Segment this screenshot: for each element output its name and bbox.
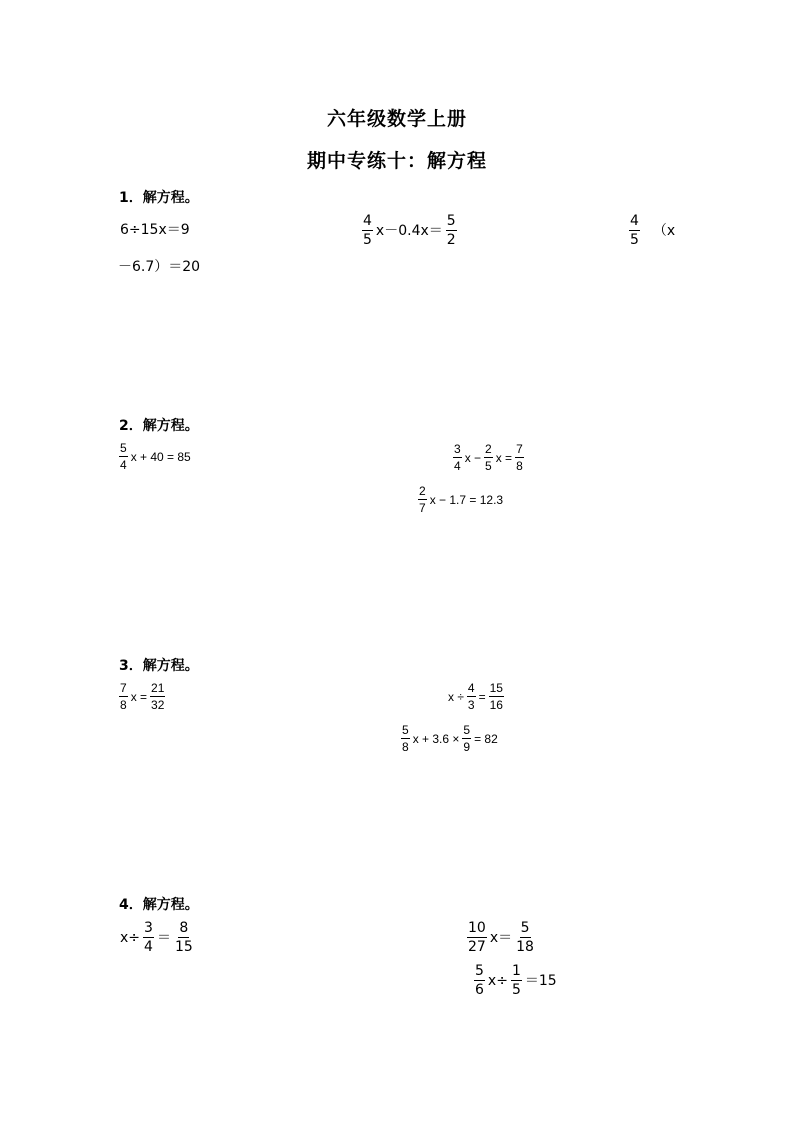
equation-text: x ÷ bbox=[448, 689, 464, 704]
section-1-equation-3-continued bbox=[117, 260, 201, 274]
fraction bbox=[484, 443, 493, 472]
numerator: 4 bbox=[630, 213, 639, 229]
fraction bbox=[467, 682, 476, 711]
denominator: 7 bbox=[419, 501, 426, 515]
fraction bbox=[119, 682, 128, 711]
section-3-equation-1 bbox=[117, 682, 167, 711]
numerator: 4 bbox=[363, 213, 372, 229]
numerator: 7 bbox=[516, 442, 523, 456]
numerator: 5 bbox=[446, 213, 456, 229]
section-2-heading: 2．解方程。 bbox=[119, 418, 199, 434]
denominator: 5 bbox=[630, 232, 639, 248]
numerator: 7 bbox=[120, 681, 127, 695]
denominator: 18 bbox=[516, 939, 534, 955]
fraction bbox=[150, 682, 165, 711]
denominator: 5 bbox=[485, 459, 492, 473]
equation-text: －6.7）＝20 bbox=[118, 259, 201, 275]
numerator: 10 bbox=[468, 920, 486, 936]
denominator: 6 bbox=[475, 982, 484, 998]
section-1-equation-1 bbox=[119, 223, 191, 237]
equation-text: 6÷15x＝9 bbox=[120, 222, 190, 238]
fraction bbox=[515, 921, 535, 954]
numerator: 1 bbox=[511, 963, 521, 979]
denominator: 4 bbox=[120, 458, 127, 472]
section-1-equation-2 bbox=[360, 214, 459, 247]
equation-text: x + 3.6 × bbox=[412, 731, 460, 746]
equation-text: x÷ bbox=[487, 972, 508, 989]
numerator: 3 bbox=[144, 920, 153, 936]
fraction bbox=[174, 921, 194, 954]
denominator: 32 bbox=[151, 698, 165, 712]
equation-text: x－0.4x＝ bbox=[375, 222, 443, 239]
denominator: 5 bbox=[363, 232, 372, 248]
denominator: 5 bbox=[511, 982, 521, 998]
fraction bbox=[418, 485, 427, 514]
fraction bbox=[629, 214, 640, 247]
fraction bbox=[401, 724, 410, 753]
denominator: 4 bbox=[454, 459, 461, 473]
section-2-equation-2 bbox=[451, 443, 526, 472]
equation-text: x÷ bbox=[120, 929, 141, 946]
section-2-equation-1 bbox=[117, 442, 192, 471]
equation-text: = bbox=[478, 689, 486, 704]
denominator: 4 bbox=[144, 939, 153, 955]
fraction bbox=[362, 214, 373, 247]
equation-text: x + 40 = 85 bbox=[130, 449, 191, 464]
fraction bbox=[462, 724, 471, 753]
section-4-equation-2 bbox=[465, 921, 537, 954]
numerator: 8 bbox=[179, 920, 189, 936]
fraction bbox=[467, 921, 487, 954]
fraction bbox=[511, 964, 522, 997]
section-2-equation-3 bbox=[416, 485, 504, 514]
section-4-equation-1 bbox=[119, 921, 196, 954]
fraction bbox=[515, 443, 524, 472]
fraction bbox=[474, 964, 485, 997]
section-3-equation-2 bbox=[447, 682, 506, 711]
numerator: 2 bbox=[485, 442, 492, 456]
equation-text: x − bbox=[464, 450, 482, 465]
equation-text: ＝15 bbox=[524, 972, 557, 989]
section-1-equation-3 bbox=[627, 214, 676, 247]
equation-text: （x bbox=[652, 222, 676, 239]
section-4-heading: 4．解方程。 bbox=[119, 897, 199, 913]
equation-text: x＝ bbox=[489, 929, 513, 946]
numerator: 15 bbox=[489, 681, 503, 695]
equation-text: x = bbox=[495, 450, 513, 465]
section-1-heading: 1．解方程。 bbox=[119, 190, 199, 206]
numerator: 3 bbox=[454, 442, 461, 456]
numerator: 5 bbox=[120, 441, 127, 455]
fraction bbox=[119, 442, 128, 471]
denominator: 8 bbox=[120, 698, 127, 712]
numerator: 5 bbox=[402, 723, 409, 737]
denominator: 8 bbox=[402, 740, 409, 754]
equation-text: x = bbox=[130, 689, 148, 704]
numerator: 4 bbox=[467, 681, 475, 695]
fraction bbox=[489, 682, 504, 711]
denominator: 27 bbox=[468, 939, 486, 955]
numerator: 5 bbox=[463, 723, 471, 737]
equation-text: x − 1.7 = 12.3 bbox=[429, 492, 504, 507]
equation-text: ＝ bbox=[156, 929, 171, 946]
numerator: 5 bbox=[520, 920, 530, 936]
fraction bbox=[143, 921, 154, 954]
numerator: 5 bbox=[475, 963, 484, 979]
equation-text: = 82 bbox=[474, 731, 498, 746]
denominator: 2 bbox=[446, 232, 456, 248]
fraction bbox=[446, 214, 457, 247]
section-3-equation-3 bbox=[399, 724, 499, 753]
section-3-heading: 3．解方程。 bbox=[119, 658, 199, 674]
denominator: 8 bbox=[516, 459, 523, 473]
numerator: 2 bbox=[419, 484, 426, 498]
denominator: 9 bbox=[463, 740, 471, 754]
denominator: 16 bbox=[489, 698, 503, 712]
denominator: 3 bbox=[467, 698, 475, 712]
section-4-equation-3 bbox=[472, 964, 558, 997]
page-subtitle: 期中专练十：解方程 bbox=[306, 150, 487, 172]
page-title: 六年级数学上册 bbox=[326, 108, 467, 130]
fraction bbox=[453, 443, 462, 472]
denominator: 15 bbox=[174, 939, 193, 955]
numerator: 21 bbox=[151, 681, 165, 695]
